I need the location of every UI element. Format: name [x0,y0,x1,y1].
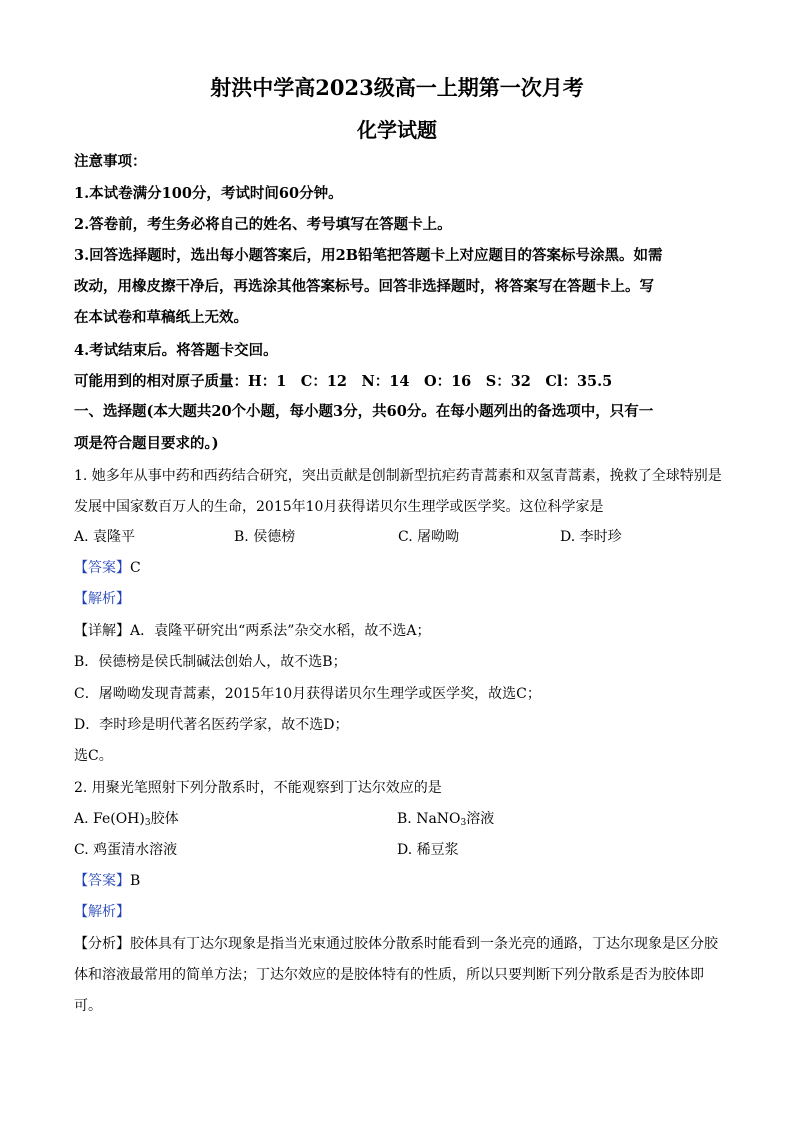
q2-fenxi-tag: 【分析】 [74,936,130,952]
notice-line-6: 4.考试结束后。将答题卡交回。 [74,342,278,359]
q2-fenxi-line-1 [74,933,724,953]
exam-title: 射洪中学高2023级高一上期第一次月考 [210,75,584,100]
q1-detail-tag: 【详解】 [74,623,130,639]
notice-line-3: 3.回答选择题时，选出每小题答案后，用2B铅笔把答题卡上对应题目的答案标号涂黑。如需 [74,247,663,264]
q2-option-b-sub: 3 [460,818,467,828]
q2-answer-line [74,870,724,890]
atomic-masses: 可能用到的相对原子质量：H：1 C：12 N：14 O：16 S：32 Cl：35.5 [74,373,613,390]
q2-analysis-tag: 【解析】 [74,904,130,920]
q2-answer-tag: 【答案】 [74,873,130,889]
q2-analysis-line [74,901,724,921]
q2-option-c: C. 鸡蛋清水溶液 [74,842,178,858]
section-heading-line-2: 项是符合题目要求的。) [74,435,219,452]
section-heading-line-1: 一、选择题(本大题共20个小题，每小题3分，共60分。在每小题列出的备选项中，只有一 [74,403,654,420]
q1-option-a: A. 袁隆平 [74,529,136,545]
notice-line-4: 改动，用橡皮擦干净后，再选涂其他答案标号。回答非选择题时，将答案写在答题卡上。写 [74,278,654,295]
q1-stem-line-1: 1. 她多年从事中药和西药结合研究，突出贡献是创制新型抗疟药青蒿素和双氢青蒿素，挽救了全球特别是 [74,468,722,484]
q2-option-a-post: 胶体 [150,811,179,827]
notice-line-5: 在本试卷和草稿纸上无效。 [74,309,248,326]
q2-option-a-pre: A. Fe(OH) [74,811,145,827]
q2-stem: 2. 用聚光笔照射下列分散系时，不能观察到丁达尔效应的是 [74,780,442,796]
q1-option-d: D. 李时珍 [560,529,622,545]
q1-answer-line [74,557,724,577]
q1-detail-a [74,620,724,640]
q1-stem-line-2: 发展中国家数百万人的生命，2015年10月获得诺贝尔生理学或医学奖。这位科学家是 [74,499,604,515]
q2-option-a-sub: 3 [144,818,151,828]
q1-option-b: B. 侯德榜 [234,529,296,545]
q1-option-c: C. 屠呦呦 [398,529,460,545]
q2-option-b-pre: B. NaNO [397,811,461,827]
notice-line-2: 2.答卷前，考生务必将自己的姓名、考号填写在答题卡上。 [74,216,452,233]
q1-analysis-tag: 【解析】 [74,591,130,607]
notice-heading: 注意事项： [74,153,147,170]
q2-fenxi-line-3: 可。 [74,998,102,1014]
q1-detail-c: C．屠呦呦发现青蒿素，2015年10月获得诺贝尔生理学或医学奖，故选C； [74,686,541,702]
q2-answer-value: B [130,873,141,889]
q2-option-d: D. 稀豆浆 [397,842,459,858]
q1-answer-tag: 【答案】 [74,560,130,576]
notice-line-1: 1.本试卷满分100分，考试时间60分钟。 [74,185,343,202]
q2-option-b-post: 溶液 [466,811,495,827]
q2-fenxi-line-2: 体和溶液最常用的简单方法；丁达尔效应的是胶体特有的性质，所以只要判断下列分散系是否为胶体即 [74,967,704,983]
q2-fenxi-text-1: 胶体具有丁达尔现象是指当光束通过胶体分散系时能看到一条光亮的通路，丁达尔现象是区分胶 [130,936,718,952]
q1-analysis-line [74,588,724,608]
q2-option-a [74,808,179,828]
q1-answer-value: C [130,560,141,576]
q1-detail-a-text: A．袁隆平研究出“两系法”杂交水稻，故不选A； [130,623,431,639]
q1-detail-b: B．侯德榜是侯氏制碱法创始人，故不选B； [74,654,347,670]
exam-subtitle: 化学试题 [357,118,437,142]
q1-detail-d: D．李时珍是明代著名医药学家，故不选D； [74,717,349,733]
q1-conclusion: 选C。 [74,748,113,764]
q2-option-b [397,808,494,828]
